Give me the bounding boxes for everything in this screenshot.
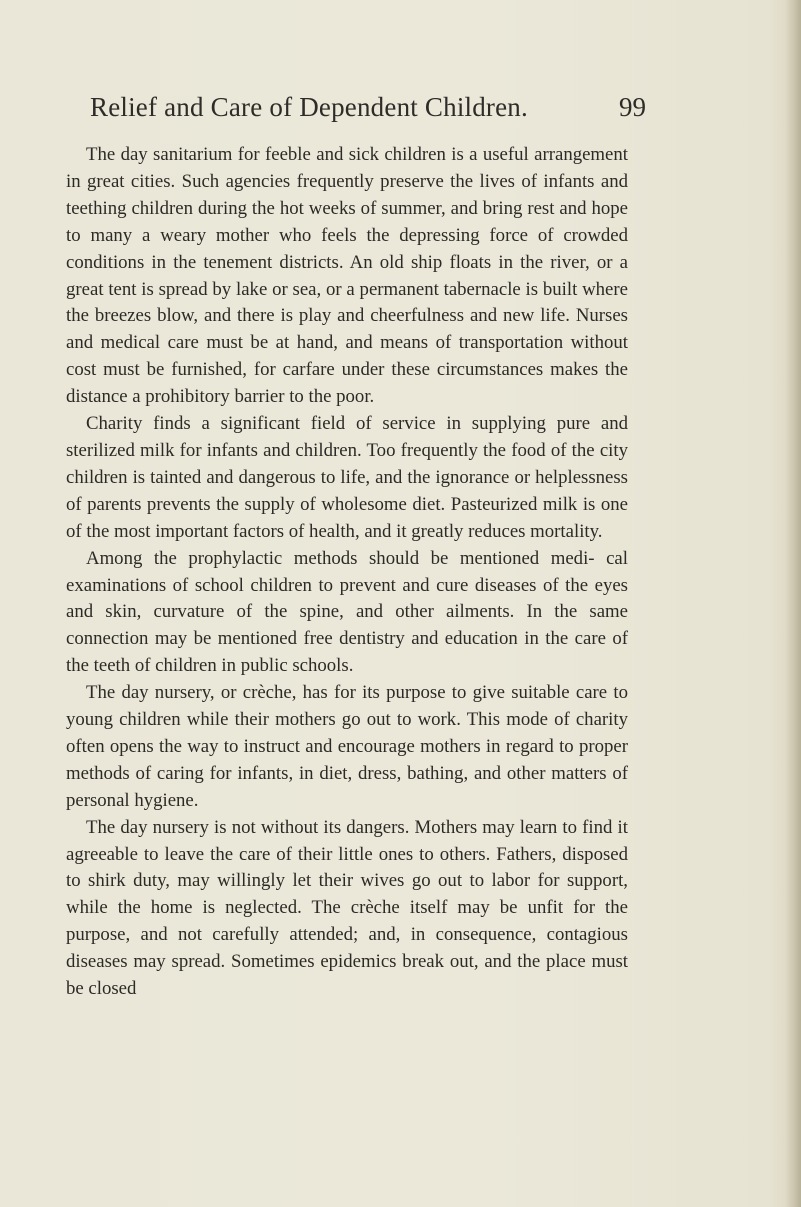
page-number: 99 (619, 92, 646, 122)
body-text (66, 142, 628, 1003)
paragraph-day-nursery-dangers: The day nursery is not without its dangers. Mothers may learn to find it agreeable to leave the care of their little ones to others. Fathers, disposed to shirk duty, may willingly let their wives go out to labor for support, while the home is neglected. The crèche itself may be unfit for the purpose, and not carefully attended; and, in consequence, contagious diseases may spread. Sometimes epidemics break out, and the place must be closed (66, 816, 628, 1000)
paragraph-day-sanitarium: The day sanitarium for feeble and sick children is a useful arrangement in great cities. Such agencies frequently preserve the lives of infants and teething children during the hot weeks of summer, and bring rest and hope to many a weary mother who feels the depressing force of crowded conditions in the tenement districts. An old ship floats in the river, or a great tent is spread by lake or sea, or a permanent tabernacle is built where the breezes blow, and there is play and cheerfulness and new life. Nurses and medical care must be at hand, and means of transportation without cost must be furnished, for carfare under these circumstances makes the distance a prohibitory barrier to the poor. (66, 144, 628, 408)
page-header (90, 92, 646, 132)
running-head: Relief and Care of Dependent Children. (90, 92, 528, 122)
paragraph-sterilized-milk: Charity finds a significant field of service in supplying pure and sterilized milk for infants and children. Too frequently the food of the city children is tainted and dangerous to life, and the ignorance or helplessness of parents prevents the supply of wholesome diet. Pasteurized milk is one of the most important factors of health, and it greatly reduces mortality. (66, 413, 628, 542)
paragraph-day-nursery: The day nursery, or crèche, has for its purpose to give suitable care to young children while their mothers go out to work. This mode of charity often opens the way to instruct and encourage mothers in regard to proper methods of caring for infants, in diet, dress, bathing, and other matters of personal hygiene. (66, 682, 628, 811)
page-edge-shadow (785, 0, 801, 1207)
paragraph-prophylactic-methods: Among the prophylactic methods should be mentioned medi- cal examinations of school children to prevent and cure diseases of the eyes and skin, curvature of the spine, and other ailments. In the same connection may be mentioned free dentistry and education in the care of the teeth of children in public schools. (66, 547, 628, 677)
